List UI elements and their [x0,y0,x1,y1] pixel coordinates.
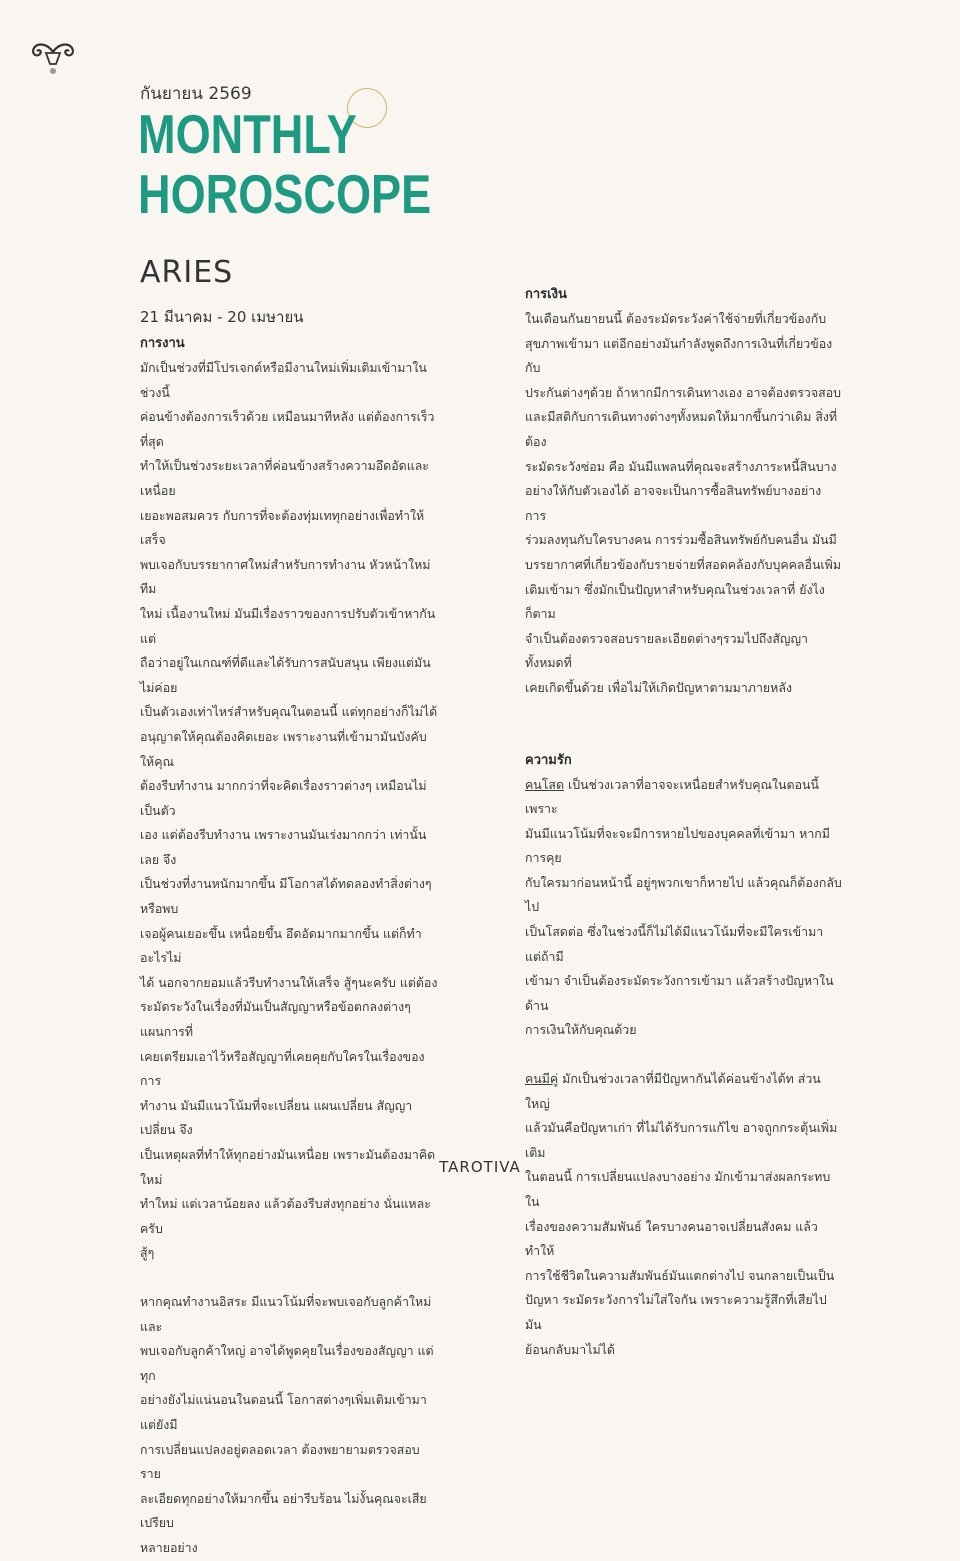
title-line-2: HOROSCOPE [138,163,432,225]
text-line: อย่างยังไม่แน่นอนในตอนนี้ โอกาสต่างๆเพิ่มเติมเข้ามา แต่ยังมี [140,1392,427,1432]
love-heading: ความรัก [525,752,572,768]
text-line: อย่างให้กับตัวเองได้ อาจจะเป็นการซื้อสินทรัพย์บางอย่าง การ [525,483,822,523]
text-line: ต้องรีบทำงาน มากกว่าที่จะคิดเรื่องราวต่างๆ เหมือนไม่เป็นตัว [140,778,427,818]
single-label: คนโสด [525,776,565,792]
text-line: พบเจอกับบรรยากาศใหม่สำหรับการทำงาน หัวหน้าใหม่ ทีม [140,556,431,597]
text-line: ย้อนกลับมาไม่ได้ [525,1341,615,1357]
text-line: เป็นช่วงที่งานหนักมากขึ้น มีโอกาสได้ทดลองทำสิ่งต่างๆหรือพบ [140,876,432,917]
text-line: พบเจอกับลูกค้าใหญ่ อาจได้พูดคุยในเรื่องของสัญญา แต่ทุก [140,1343,434,1383]
text-line: ทำงาน มันมีแนวโน้มที่จะเปลี่ยน แผนเปลี่ยน สัญญาเปลี่ยน จึง [140,1097,413,1138]
text-line: เคยเตรียมเอาไว้หรือสัญญาที่เคยคุยกับใครในเรื่องของการ [140,1048,425,1089]
love-couple-paragraph [525,1067,843,1362]
zodiac-sign: ARIES [140,255,234,290]
title-line-1: MONTHLY [138,103,357,165]
month-year: กันยายน 2569 [140,84,252,104]
text-line: ในตอนนี้ การเปลี่ยนแปลงบางอย่าง มักเข้ามาส่งผลกระทบใน [525,1169,831,1209]
money-paragraph [525,307,843,701]
text-line: เป็นเหตุผลที่ทำให้ทุกอย่างมันเหนื่อย เพราะมันต้องมาคิดใหม่ [140,1147,436,1187]
love-single-paragraph [525,773,843,1044]
text-line: มันมีแนวโน้มที่จะจะมีการหายไปของบุคคลที่เข้ามา หากมีการคุย [525,825,830,866]
work-paragraph-1 [140,356,440,1266]
text-line: การใช้ชีวิตในความสัมพันธ์มันแตกต่างไป จนกลายเป็นเป็น [525,1267,835,1283]
text-line: การเงินให้กับคุณด้วย [525,1022,637,1038]
text-line: ทำให้เป็นช่วงระยะเวลาที่ค่อนข้างสร้างความอึดอัดและเหนื่อย [140,458,429,498]
couple-label: คนมีคู่ [525,1071,559,1087]
text-line: มักเป็นช่วงเวลาที่มีปัญหากันได้ค่อนข้างได้ท ส่วนใหญ่ [525,1071,821,1111]
text-line: สุขภาพเข้ามา แต่อีกอย่างมันกำลังพูดถึงการเงินที่เกี่ยวข้องกับ [525,335,833,376]
text-line: ค่อนข้างต้องการเร็วด้วย เหมือนมาทีหลัง แต่ต้องการเร็วที่สุด [140,409,435,449]
text-line: หลายอย่าง [140,1539,198,1555]
text-line: บรรยากาศที่เกี่ยวข้องกับรายจ่ายที่สอดคล้องกับบุคคลอื่นเพิ่ม [525,556,841,572]
text-line: และมีสติกับการเดินทางต่างๆทั้งหมดให้มากขึ้นกว่าเดิม สิ่งที่ต้อง [525,409,838,449]
text-line: อนุญาตให้คุณต้องคิดเยอะ เพราะงานที่เข้ามามันบังคับให้คุณ [140,728,427,769]
text-line: เจอผู้คนเยอะขึ้น เหนื่อยขึ้น อึดอัดมากมากขึ้น แต่ก็ทำอะไรไม่ [140,925,422,966]
text-line: ได้ นอกจากยอมแล้วรีบทำงานให้เสร็จ สู้ๆนะครับ แต่ต้อง [140,974,438,990]
text-line: สู้ๆ [140,1245,155,1261]
text-line: ประกันต่างๆด้วย ถ้าหากมีการเดินทางเอง อาจต้องตรวจสอบ [525,384,842,400]
text-line: ทำใหม่ แต่เวลาน้อยลง แล้วต้องรีบส่งทุกอย่าง นั่นแหละครับ [140,1196,431,1236]
text-line: เป็นโสดต่อ ซึ่งในช่วงนี้ก็ไม่ได้มีแนวโน้มที่จะมีใครเข้ามา แต่ถ้ามี [525,924,824,964]
text-line: เป็นช่วงเวลาที่อาจจะเหนื่อยสำหรับคุณในตอนนี้ เพราะ [525,776,819,817]
work-heading: การงาน [140,336,185,351]
page-title [138,104,431,224]
text-line: เติมเข้ามา ซึ่งมักเป็นปัญหาสำหรับคุณในช่วงเวลาที่ ยังไงก็ตาม [525,581,825,622]
text-line: เป็นตัวเองเท่าไหร่สำหรับคุณในตอนนี้ แต่ทุกอย่างก็ไม่ได้ [140,704,438,720]
text-line: การเปลี่ยนแปลงอยู่ตลอดเวลา ต้องพยายามตรวจสอบราย [140,1441,420,1482]
text-line: ร่วมลงทุนกับใครบางคน การร่วมซื้อสินทรัพย์กับคนอื่น มันมี [525,532,837,548]
work-column [140,332,440,1561]
text-line: ปัญหา ระมัดระวังการไม่ใส่ใจกัน เพราะความรู้สึกที่เสียไป มัน [525,1292,827,1332]
text-line: ระมัดระวังในเรื่องที่มันเป็นสัญญาหรือข้อตกลงต่างๆ แผนการที่ [140,999,411,1040]
text-line: จำเป็นต้องตรวจสอบรายละเอียดต่างๆรวมไปถึงสัญญาทั้งหมดที่ [525,630,808,671]
text-line: เข้ามา จำเป็นต้องระมัดระวังการเข้ามา แล้วสร้างปัญหาในด้าน [525,973,834,1013]
text-line: ระมัดระวังซ่อม คือ มันมีแพลนที่คุณจะสร้างภาระหนี้สินบาง [525,458,837,474]
text-line: แล้วมันคือปัญหาเก่า ที่ไม่ได้รับการแก้ไข อาจถูกกระตุ้นเพิ่มเติม [525,1120,838,1160]
text-line: ใหม่ เนื้องานใหม่ มันมีเรื่องราวของการปรับตัวเข้าหากัน แต่ [140,605,436,646]
text-line: เคยเกิดขึ้นด้วย เพื่อไม่ให้เกิดปัญหาตามมาภายหลัง [525,679,792,695]
text-line: ถือว่าอยู่ในเกณฑ์ที่ดีและได้รับการสนับสนุน เพียงแต่มันไม่ค่อย [140,655,431,695]
text-line: หากคุณทำงานอิสระ มีแนวโน้มที่จะพบเจอกับลูกค้าใหม่และ [140,1293,432,1334]
text-line: ในเดือนกันยายนนี้ ต้องระมัดระวังค่าใช้จ่ายที่เกี่ยวข้องกับ [525,311,827,326]
text-line: เรื่องของความสัมพันธ์ ใครบางคนอาจเปลี่ยนสังคม แล้วทำให้ [525,1218,818,1259]
ram-horns-icon [28,38,78,78]
money-heading: การเงิน [525,287,567,302]
text-line: มักเป็นช่วงที่มีโปรเจกต์หรือมีงานใหม่เพิ่มเติมเข้ามาในช่วงนี้ [140,360,427,400]
money-love-column [525,283,843,1362]
text-line: ละเอียดทุกอย่างให้มากขึ้น อย่ารีบร้อน ไม่งั้นคุณจะเสียเปรียบ [140,1490,427,1531]
text-line: กับใครมาก่อนหน้านี้ อยู่ๆพวกเขาก็หายไป แล้วคุณก็ต้องกลับไป [525,874,842,915]
brand-footer: TAROTIVA [439,1158,521,1176]
text-line: เยอะพอสมควร กับการที่จะต้องทุ่มเททุกอย่างเพื่อทำให้เสร็จ [140,507,425,548]
text-line: เอง แต่ต้องรีบทำงาน เพราะงานมันเร่งมากกว่า เท่านั้นเลย จึง [140,827,427,867]
date-range: 21 มีนาคม - 20 เมษายน [140,308,304,326]
work-paragraph-2 [140,1290,440,1561]
